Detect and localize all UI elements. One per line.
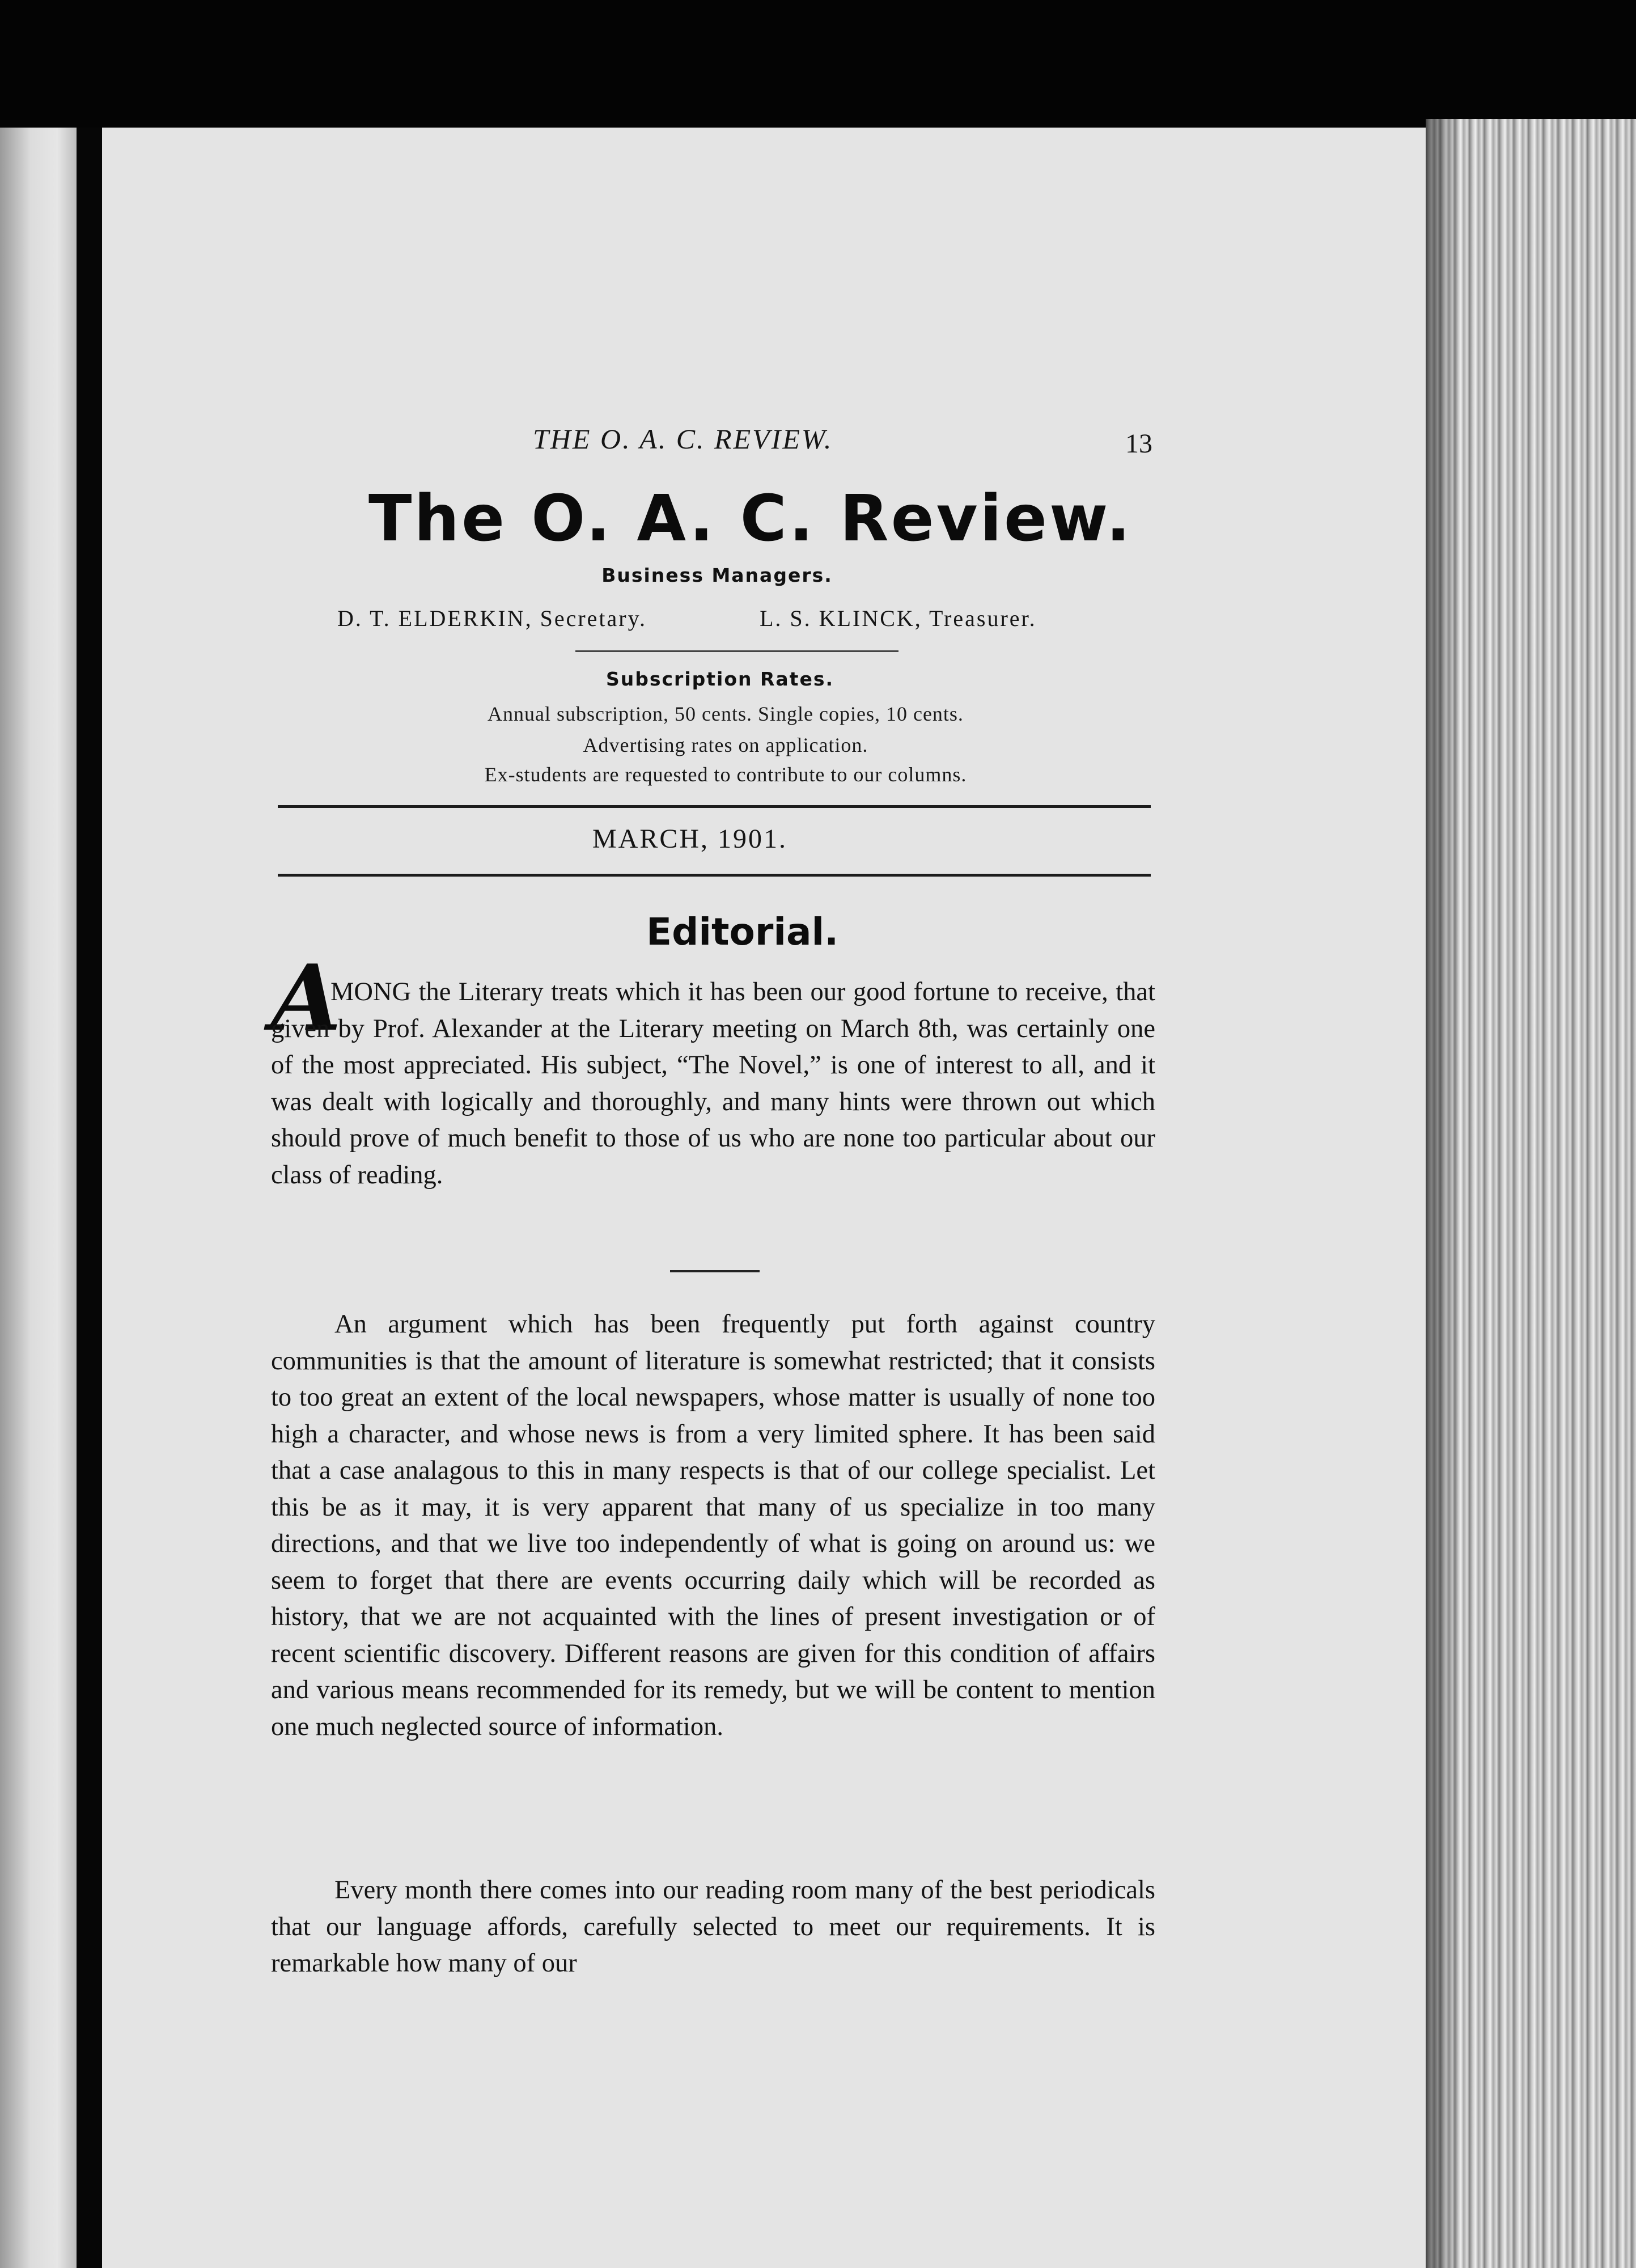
scan-top-border bbox=[0, 0, 1636, 130]
advertising-line: Advertising rates on application. bbox=[583, 734, 868, 756]
page-edge-shadow bbox=[1426, 119, 1460, 2268]
treasurer-credit: L. S. KLINCK, Treasurer. bbox=[760, 606, 1037, 631]
contribution-line: Ex-students are requested to contribute to our columns. bbox=[484, 763, 967, 786]
section-divider bbox=[670, 1270, 760, 1272]
editorial-paragraph: Every month there comes into our reading room many of the best periodicals that our language affords, carefully selected to meet our requirements. It is remarkable how many of our bbox=[271, 1876, 1155, 1978]
book-gutter bbox=[77, 128, 102, 2268]
running-head: THE O. A. C. REVIEW. bbox=[533, 423, 833, 455]
facing-page-edge bbox=[0, 128, 77, 2268]
editorial-paragraph: MONG the Literary treats which it has been our good fortune to receive, that given by Prof. Alexander at the Literary meeting on March 8th, was certainly one of the most appreciated. His subject, “The Novel,” is one of interest to all, and it was dealt with logically and thoroughly, and many hints were thrown out which should prove of much benefit to those of us who are none too particular about our class of reading. bbox=[271, 978, 1155, 1190]
secretary-credit: D. T. ELDERKIN, Secretary. bbox=[337, 606, 647, 631]
issue-date: MARCH, 1901. bbox=[592, 824, 788, 854]
masthead-divider bbox=[575, 650, 898, 652]
date-top-rule bbox=[278, 805, 1151, 808]
subscription-rates-heading: Subscription Rates. bbox=[605, 668, 834, 690]
page-number: 13 bbox=[1125, 429, 1152, 459]
business-managers-heading: Business Managers. bbox=[601, 564, 833, 586]
drop-cap: A bbox=[271, 945, 342, 1051]
subscription-line: Annual subscription, 50 cents. Single copies, 10 cents. bbox=[488, 703, 964, 725]
editorial-heading: Editorial. bbox=[646, 910, 839, 954]
editorial-paragraph: An argument which has been frequently put forth against country communities is that the amount of literature is somewhat restricted; that it consists to too great an extent of the local newspapers, whose matter is usually of none too high a character, and whose news is from a very limited sphere. It has been said that a case analagous to this in many respects is that of our college specialist. Let this be as it may, it is very apparent that many of us specialize in too many directions, and that we live too independently of what is going on around us: we seem to forget that there are events occurring daily which will be recorded as history, that we are not acquainted with the lines of present investigation or of recent scientific discovery. Different reasons are given for this condition of affairs and various means recommended for its remedy, but we will be content to mention one much neglected source of information. bbox=[271, 1310, 1155, 1741]
masthead-title: The O. A. C. Review. bbox=[368, 482, 1133, 556]
date-bottom-rule bbox=[278, 874, 1151, 877]
